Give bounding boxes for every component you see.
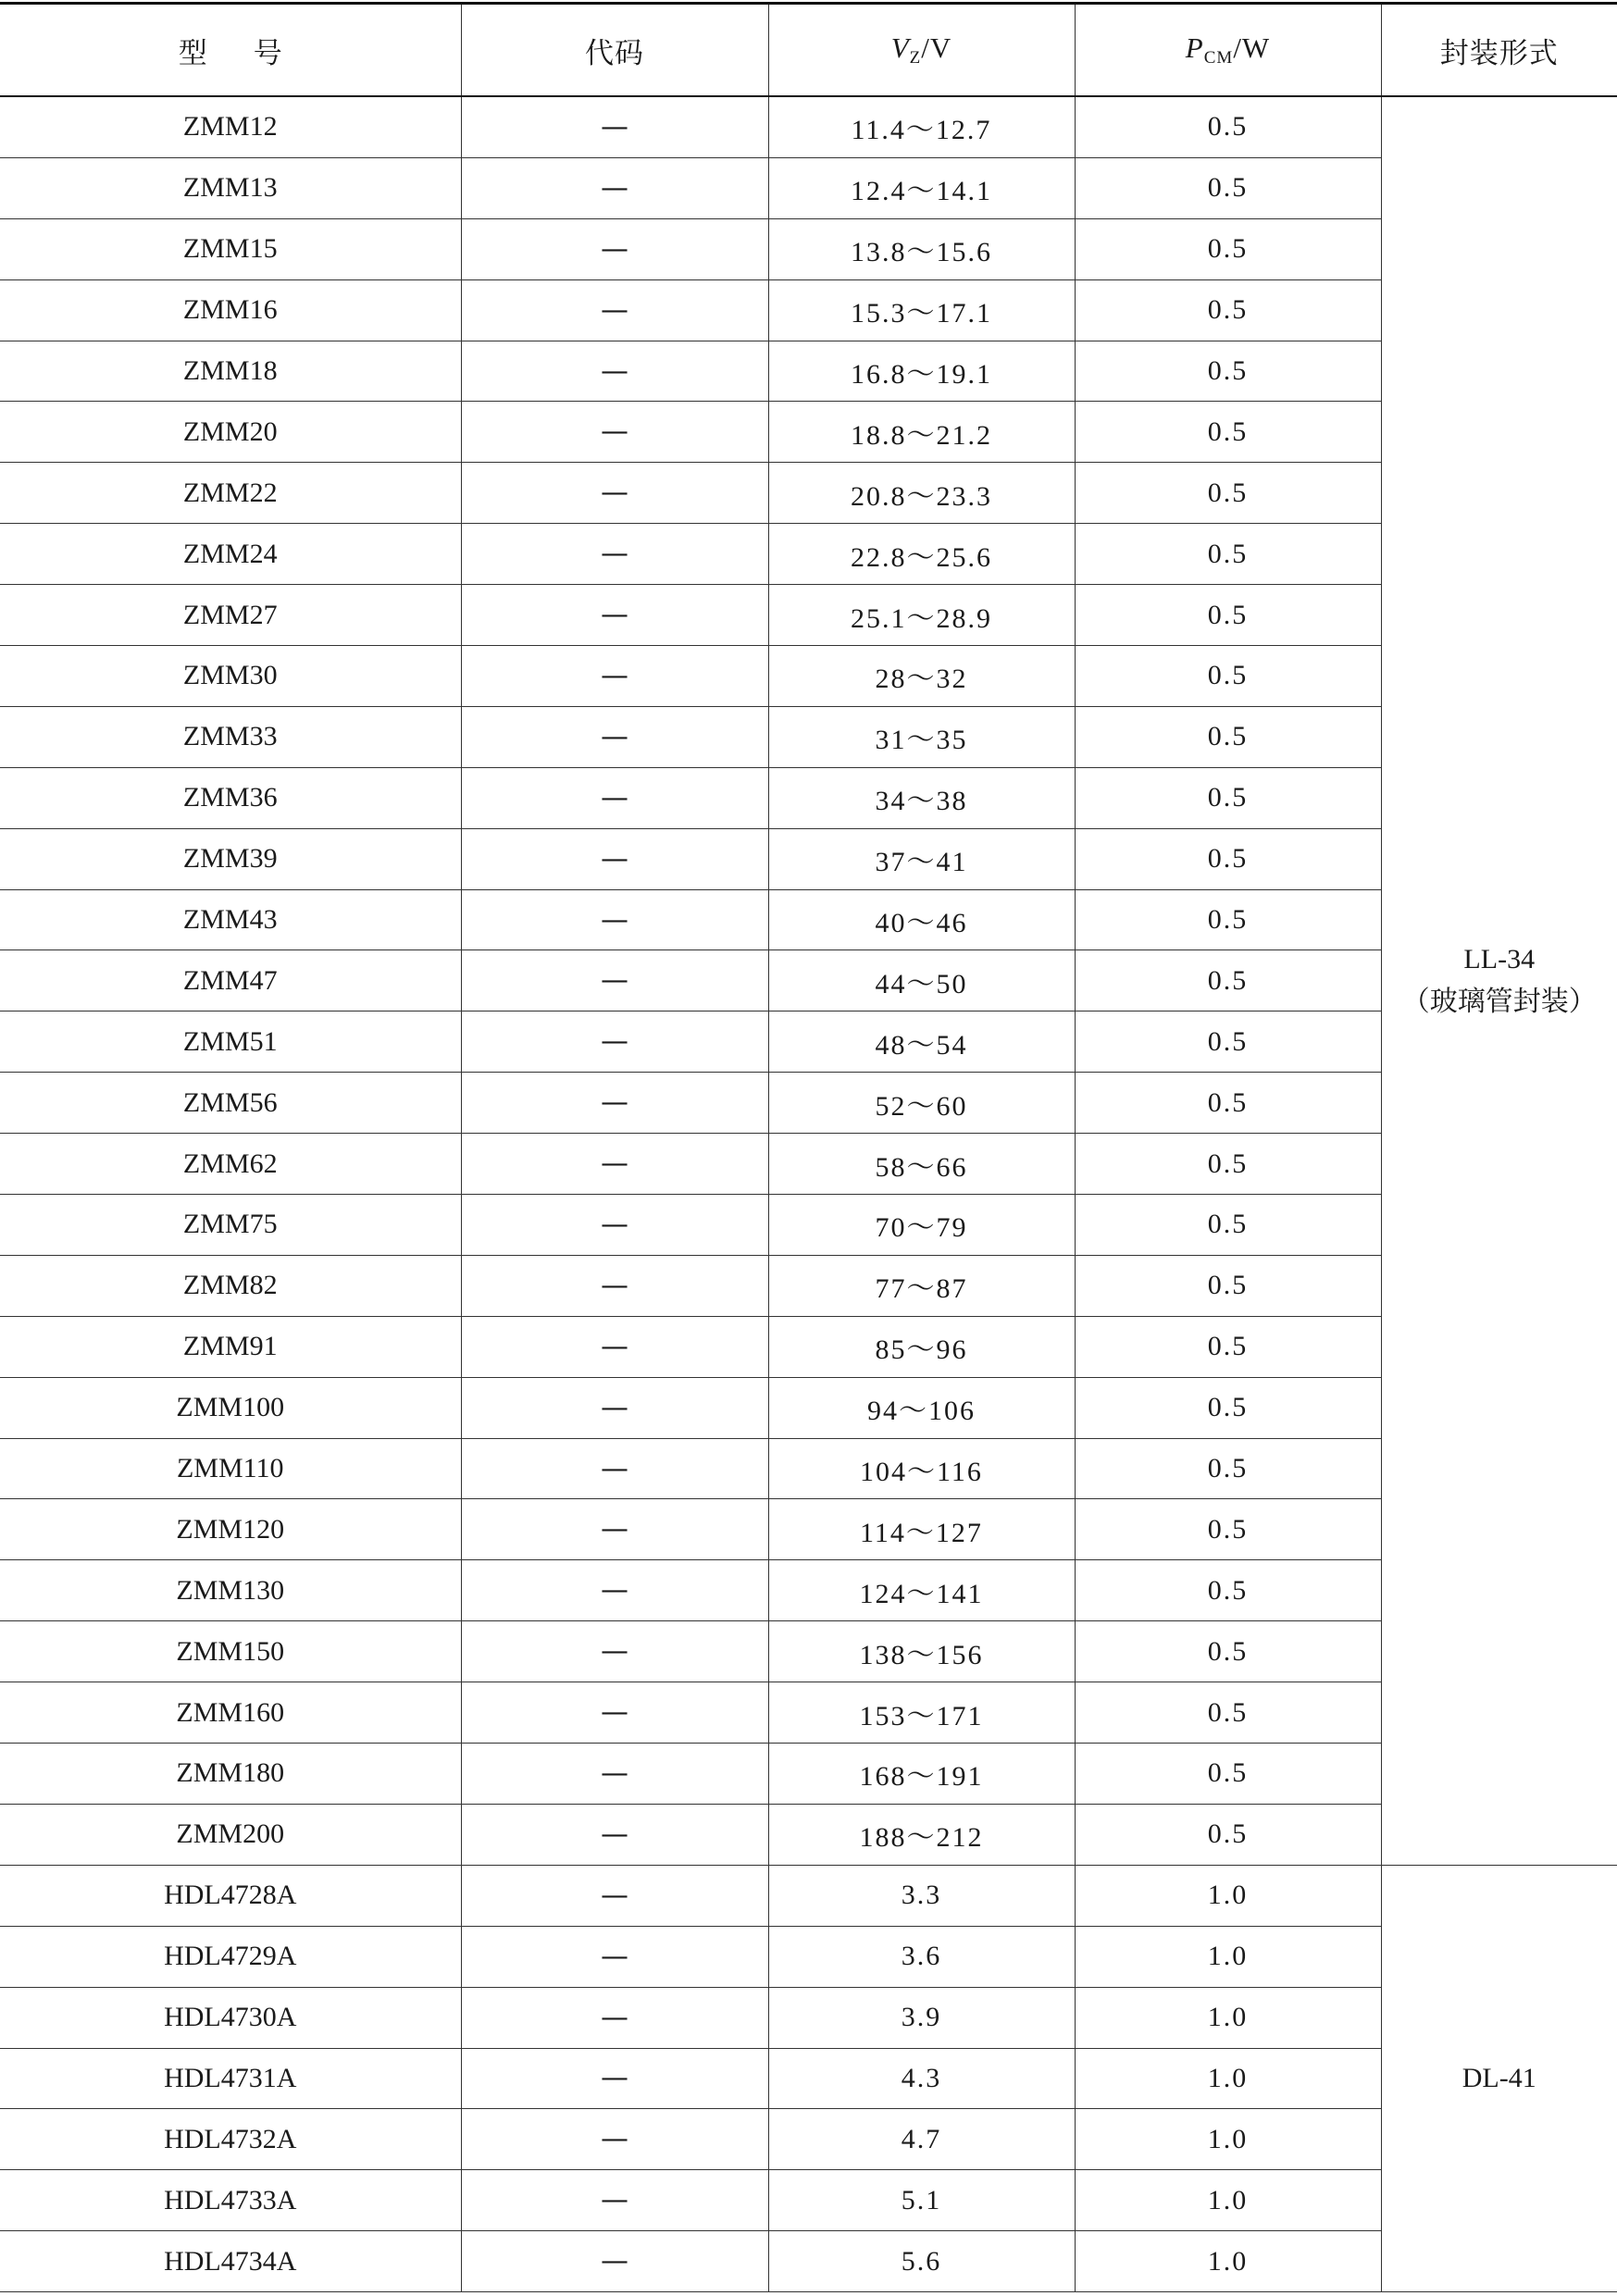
code-cell: — [461, 706, 768, 767]
table-header [0, 4, 1617, 97]
model-cell: ZMM39 [0, 828, 461, 889]
code-cell: — [461, 1438, 768, 1499]
code-cell: — [461, 950, 768, 1011]
vz-range-cell: 4.3 [768, 2048, 1075, 2109]
pcm-cell: 0.5 [1075, 1682, 1381, 1744]
pcm-cell: 1.0 [1075, 1987, 1381, 2048]
header-pcm-unit: /W [1233, 31, 1271, 64]
code-cell: — [461, 1316, 768, 1377]
table-row [0, 585, 1617, 646]
vz-range-cell: 52～60 [768, 1073, 1075, 1134]
vz-range-cell: 12.4～14.1 [768, 157, 1075, 218]
code-cell: — [461, 96, 768, 157]
table-row [0, 1926, 1617, 1987]
pcm-cell: 0.5 [1075, 341, 1381, 402]
table-row [0, 1744, 1617, 1805]
table-row [0, 2231, 1617, 2292]
table-row [0, 2170, 1617, 2231]
code-cell: — [461, 1499, 768, 1560]
code-cell: — [461, 1926, 768, 1987]
pcm-cell: 0.5 [1075, 218, 1381, 279]
pcm-cell: 1.0 [1075, 2109, 1381, 2170]
pcm-cell: 0.5 [1075, 524, 1381, 585]
vz-range-cell: 48～54 [768, 1011, 1075, 1073]
code-cell: — [461, 2109, 768, 2170]
code-cell: — [461, 2170, 768, 2231]
vz-range-cell: 188～212 [768, 1804, 1075, 1865]
pcm-cell: 0.5 [1075, 646, 1381, 707]
package-line: DL-41 [1462, 2062, 1536, 2093]
code-cell: — [461, 1865, 768, 1926]
header-pcm-symbol: P [1185, 31, 1204, 64]
pcm-cell: 1.0 [1075, 1926, 1381, 1987]
model-cell: HDL4731A [0, 2048, 461, 2109]
table-row [0, 96, 1617, 157]
header-vz-symbol: V [890, 31, 910, 64]
header-model [0, 4, 461, 97]
model-cell: ZMM33 [0, 706, 461, 767]
code-cell: — [461, 402, 768, 463]
code-cell: — [461, 1377, 768, 1438]
vz-range-cell: 37～41 [768, 828, 1075, 889]
code-cell: — [461, 1682, 768, 1744]
model-cell: ZMM20 [0, 402, 461, 463]
vz-range-cell: 3.6 [768, 1926, 1075, 1987]
table-row [0, 1804, 1617, 1865]
table-row [0, 157, 1617, 218]
vz-range-cell: 85～96 [768, 1316, 1075, 1377]
table-row [0, 1560, 1617, 1621]
pcm-cell: 0.5 [1075, 1560, 1381, 1621]
vz-range-cell: 138～156 [768, 1621, 1075, 1682]
code-cell: — [461, 646, 768, 707]
table-row [0, 1682, 1617, 1744]
table-row [0, 1499, 1617, 1560]
vz-range-cell: 3.9 [768, 1987, 1075, 2048]
pcm-cell: 1.0 [1075, 2170, 1381, 2231]
code-cell: — [461, 524, 768, 585]
pcm-cell: 0.5 [1075, 1744, 1381, 1805]
table-row [0, 1865, 1617, 1926]
vz-range-cell: 28～32 [768, 646, 1075, 707]
vz-range-cell: 70～79 [768, 1195, 1075, 1256]
vz-range-cell: 5.1 [768, 2170, 1075, 2231]
header-row [0, 4, 1617, 97]
zener-diode-spec-table [0, 2, 1617, 2292]
header-code: 代码 [461, 4, 768, 97]
header-pcm-subscript: CM [1203, 48, 1234, 68]
code-cell: — [461, 1804, 768, 1865]
pcm-cell: 0.5 [1075, 1438, 1381, 1499]
model-cell: ZMM16 [0, 279, 461, 341]
vz-range-cell: 40～46 [768, 889, 1075, 950]
vz-range-cell: 31～35 [768, 706, 1075, 767]
vz-range-cell: 94～106 [768, 1377, 1075, 1438]
code-cell: — [461, 279, 768, 341]
table-row [0, 2109, 1617, 2170]
model-cell: HDL4732A [0, 2109, 461, 2170]
table-row [0, 402, 1617, 463]
table-row [0, 279, 1617, 341]
vz-range-cell: 114～127 [768, 1499, 1075, 1560]
pcm-cell: 0.5 [1075, 1011, 1381, 1073]
pcm-cell: 0.5 [1075, 767, 1381, 828]
vz-range-cell: 44～50 [768, 950, 1075, 1011]
model-cell: ZMM200 [0, 1804, 461, 1865]
vz-range-cell: 34～38 [768, 767, 1075, 828]
package-cell [1381, 96, 1617, 1865]
code-cell: — [461, 2231, 768, 2292]
model-cell: ZMM110 [0, 1438, 461, 1499]
vz-range-cell: 16.8～19.1 [768, 341, 1075, 402]
vz-range-cell: 124～141 [768, 1560, 1075, 1621]
model-cell: ZMM150 [0, 1621, 461, 1682]
model-cell: HDL4733A [0, 2170, 461, 2231]
vz-range-cell: 104～116 [768, 1438, 1075, 1499]
model-cell: ZMM18 [0, 341, 461, 402]
table-body [0, 96, 1617, 2292]
pcm-cell: 0.5 [1075, 889, 1381, 950]
vz-range-cell: 3.3 [768, 1865, 1075, 1926]
pcm-cell: 0.5 [1075, 1073, 1381, 1134]
code-cell: — [461, 1011, 768, 1073]
model-cell: ZMM24 [0, 524, 461, 585]
model-cell: ZMM56 [0, 1073, 461, 1134]
pcm-cell: 0.5 [1075, 1804, 1381, 1865]
vz-range-cell: 168～191 [768, 1744, 1075, 1805]
table-row [0, 706, 1617, 767]
model-cell: ZMM75 [0, 1195, 461, 1256]
vz-range-cell: 4.7 [768, 2109, 1075, 2170]
header-vz-subscript: Z [909, 48, 922, 68]
table-row [0, 463, 1617, 524]
pcm-cell: 0.5 [1075, 157, 1381, 218]
code-cell: — [461, 1134, 768, 1195]
vz-range-cell: 25.1～28.9 [768, 585, 1075, 646]
code-cell: — [461, 1255, 768, 1316]
model-cell: HDL4734A [0, 2231, 461, 2292]
model-cell: ZMM15 [0, 218, 461, 279]
model-cell: ZMM43 [0, 889, 461, 950]
header-vz-unit: /V [921, 31, 952, 64]
table-row [0, 1987, 1617, 2048]
model-cell: ZMM160 [0, 1682, 461, 1744]
model-cell: HDL4728A [0, 1865, 461, 1926]
pcm-cell: 0.5 [1075, 1621, 1381, 1682]
table-row [0, 646, 1617, 707]
model-cell: ZMM47 [0, 950, 461, 1011]
table-row [0, 1316, 1617, 1377]
pcm-cell: 0.5 [1075, 585, 1381, 646]
header-package: 封装形式 [1381, 4, 1617, 97]
pcm-cell: 0.5 [1075, 1377, 1381, 1438]
package-line: LL-34 [1463, 943, 1536, 974]
model-cell: ZMM180 [0, 1744, 461, 1805]
header-vz [768, 4, 1075, 97]
code-cell: — [461, 828, 768, 889]
pcm-cell: 0.5 [1075, 1499, 1381, 1560]
table-row [0, 1621, 1617, 1682]
code-cell: — [461, 1744, 768, 1805]
table-row [0, 828, 1617, 889]
code-cell: — [461, 218, 768, 279]
pcm-cell: 1.0 [1075, 1865, 1381, 1926]
model-cell: HDL4730A [0, 1987, 461, 2048]
code-cell: — [461, 767, 768, 828]
vz-range-cell: 5.6 [768, 2231, 1075, 2292]
model-cell: ZMM12 [0, 96, 461, 157]
code-cell: — [461, 585, 768, 646]
pcm-cell: 0.5 [1075, 706, 1381, 767]
table-row [0, 950, 1617, 1011]
vz-range-cell: 77～87 [768, 1255, 1075, 1316]
pcm-cell: 0.5 [1075, 279, 1381, 341]
table-row [0, 1073, 1617, 1134]
pcm-cell: 0.5 [1075, 96, 1381, 157]
model-cell: ZMM51 [0, 1011, 461, 1073]
table-row [0, 767, 1617, 828]
vz-range-cell: 20.8～23.3 [768, 463, 1075, 524]
vz-range-cell: 13.8～15.6 [768, 218, 1075, 279]
table-row [0, 341, 1617, 402]
model-cell: ZMM100 [0, 1377, 461, 1438]
code-cell: — [461, 157, 768, 218]
table-row [0, 1134, 1617, 1195]
pcm-cell: 0.5 [1075, 463, 1381, 524]
table-row [0, 1438, 1617, 1499]
table-row [0, 524, 1617, 585]
code-cell: — [461, 1621, 768, 1682]
vz-range-cell: 22.8～25.6 [768, 524, 1075, 585]
header-pcm [1075, 4, 1381, 97]
code-cell: — [461, 463, 768, 524]
pcm-cell: 0.5 [1075, 1255, 1381, 1316]
vz-range-cell: 11.4～12.7 [768, 96, 1075, 157]
model-cell: HDL4729A [0, 1926, 461, 1987]
code-cell: — [461, 341, 768, 402]
table-row [0, 1255, 1617, 1316]
table-row [0, 2048, 1617, 2109]
model-cell: ZMM62 [0, 1134, 461, 1195]
header-model-label: 型号 [178, 36, 329, 69]
package-cell [1381, 1865, 1617, 2291]
table-row [0, 1195, 1617, 1256]
model-cell: ZMM22 [0, 463, 461, 524]
table-row [0, 1011, 1617, 1073]
model-cell: ZMM27 [0, 585, 461, 646]
model-cell: ZMM82 [0, 1255, 461, 1316]
table-row [0, 889, 1617, 950]
vz-range-cell: 15.3～17.1 [768, 279, 1075, 341]
model-cell: ZMM13 [0, 157, 461, 218]
pcm-cell: 1.0 [1075, 2048, 1381, 2109]
table-row [0, 1377, 1617, 1438]
vz-range-cell: 153～171 [768, 1682, 1075, 1744]
code-cell: — [461, 889, 768, 950]
pcm-cell: 0.5 [1075, 950, 1381, 1011]
vz-range-cell: 18.8～21.2 [768, 402, 1075, 463]
table-row [0, 218, 1617, 279]
model-cell: ZMM130 [0, 1560, 461, 1621]
code-cell: — [461, 1073, 768, 1134]
model-cell: ZMM91 [0, 1316, 461, 1377]
code-cell: — [461, 1560, 768, 1621]
code-cell: — [461, 1987, 768, 2048]
package-line: （玻璃管封装） [1401, 986, 1597, 1017]
pcm-cell: 0.5 [1075, 1134, 1381, 1195]
model-cell: ZMM36 [0, 767, 461, 828]
pcm-cell: 0.5 [1075, 828, 1381, 889]
code-cell: — [461, 1195, 768, 1256]
pcm-cell: 0.5 [1075, 1195, 1381, 1256]
code-cell: — [461, 2048, 768, 2109]
pcm-cell: 0.5 [1075, 402, 1381, 463]
pcm-cell: 1.0 [1075, 2231, 1381, 2292]
pcm-cell: 0.5 [1075, 1316, 1381, 1377]
model-cell: ZMM120 [0, 1499, 461, 1560]
model-cell: ZMM30 [0, 646, 461, 707]
vz-range-cell: 58～66 [768, 1134, 1075, 1195]
